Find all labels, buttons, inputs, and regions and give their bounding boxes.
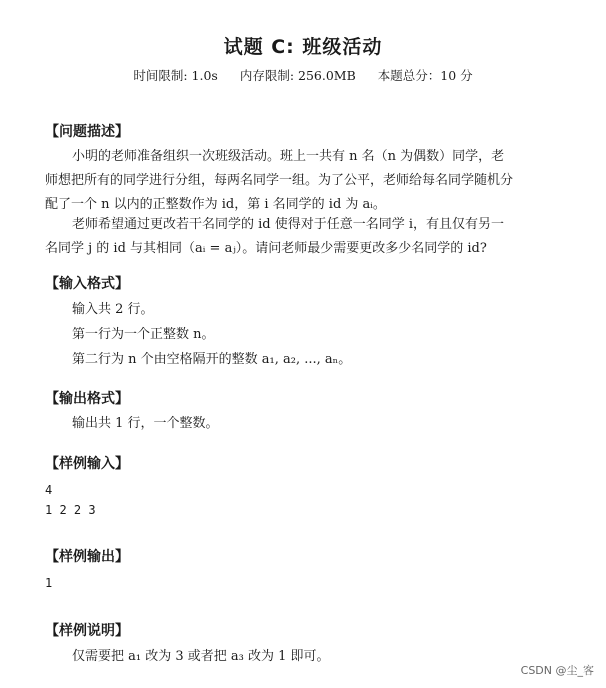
output-format-heading: 【输出格式】 [45, 391, 129, 407]
sample-input-line-1: 4 [45, 483, 53, 497]
memory-limit: 内存限制: 256.0MB [239, 68, 356, 83]
sample-output-line-1: 1 [45, 576, 53, 590]
description-paragraph-2: 老师希望通过更改若干名同学的 id 使得对于任意一名同学 i，有且仅有另一名同学 j 的 id 与其相同（aᵢ = aⱼ）。请问老师最少需要更改多少名同学的 id? [45, 217, 505, 256]
problem-limits [0, 66, 606, 84]
input-format-line-2: 第一行为一个正整数 n。 [72, 327, 215, 342]
sample-input-line-2: 1 2 2 3 [45, 503, 96, 517]
watermark: CSDN @尘_客 [520, 664, 594, 677]
description-heading: 【问题描述】 [45, 124, 129, 140]
input-format-line-3: 第二行为 n 个由空格隔开的整数 a₁, a₂, ..., aₙ。 [72, 352, 352, 367]
input-format-line-1: 输入共 2 行。 [72, 302, 154, 317]
time-limit: 时间限制: 1.0s [133, 68, 218, 83]
description-paragraph-1: 小明的老师准备组织一次班级活动。班上一共有 n 名（n 为偶数）同学，老师想把所有的同学进行分组，每两名同学一组。为了公平，老师给每名同学随机分配了一个 n 以内的正整数作为 id，第 i 名同学的 id 为 aᵢ。 [45, 149, 514, 212]
output-format-line-1: 输出共 1 行，一个整数。 [72, 416, 219, 431]
sample-explanation-line-1: 仅需要把 a₁ 改为 3 或者把 a₃ 改为 1 即可。 [72, 649, 330, 664]
total-score: 本题总分：10 分 [377, 68, 473, 83]
input-format-heading: 【输入格式】 [45, 276, 129, 292]
sample-output-heading: 【样例输出】 [45, 549, 129, 565]
problem-title: 试题 C: 班级活动 [223, 36, 383, 58]
sample-explanation-heading: 【样例说明】 [45, 623, 129, 639]
sample-input-heading: 【样例输入】 [45, 456, 129, 472]
